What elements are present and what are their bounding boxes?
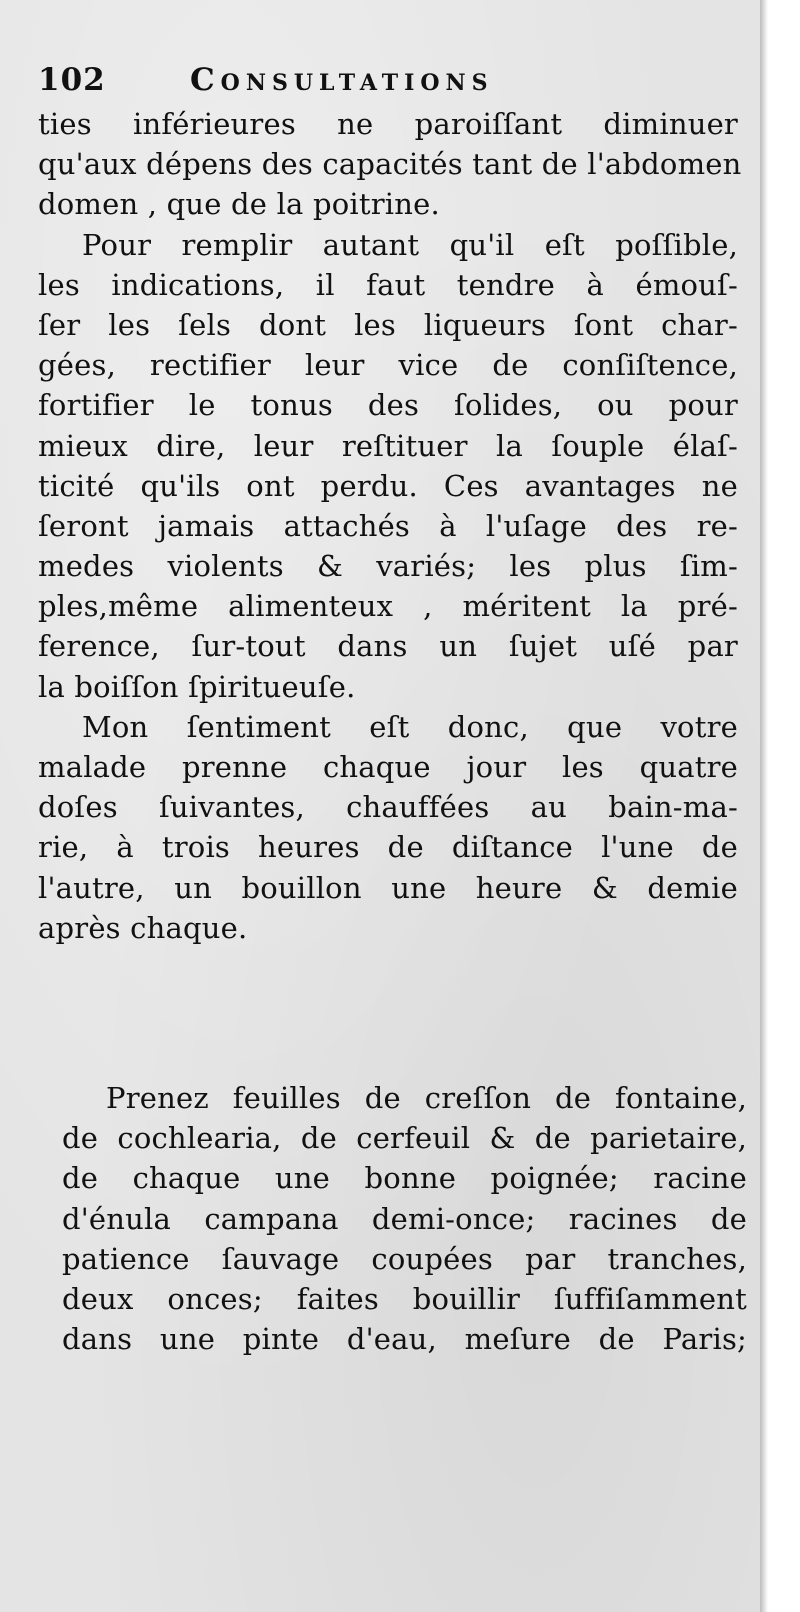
text-line: ples,même alimenteux , méritent la pré-	[38, 589, 738, 624]
text-line: ference, ſur-tout dans un ſujet uſé par	[38, 629, 738, 664]
text-line: les indications, il faut tendre à émouſ-	[38, 267, 738, 302]
text-line: domen , que de la poitrine.	[38, 187, 440, 222]
recipe-line: patience ſauvage coupées par tranches,	[62, 1241, 747, 1276]
text-line: après chaque.	[38, 910, 248, 945]
text-line: fortifier le tonus des ſolides, ou pour	[38, 388, 738, 423]
text-line: mieux dire, leur reſtituer la ſouple élaſ-	[38, 428, 738, 463]
recipe-start-line: Prenez feuilles de creſſon de fontaine,	[106, 1081, 747, 1115]
text-line: l'autre, un bouillon une heure & demie	[38, 870, 738, 905]
paragraph-start-line: Pour remplir autant qu'il eſt poſſible,	[82, 227, 738, 262]
recipe-line: deux onces; faites bouillir ſuffiſamment	[62, 1281, 747, 1316]
recipe-line: de chaque une bonne poignée; racine	[62, 1161, 747, 1196]
running-head: Consultations	[190, 62, 494, 98]
text-line: gées, rectifier leur vice de conſiſtence,	[38, 348, 738, 383]
page-number: 102	[38, 62, 106, 98]
text-line: malade prenne chaque jour les quatre	[38, 750, 738, 784]
text-line: ties inférieures ne paroiſſant diminuer	[38, 107, 738, 141]
recipe-line: de cochlearia, de cerfeuil & de parietaire,	[62, 1121, 747, 1156]
recipe-text	[62, 1078, 747, 1359]
text-line: qu'aux dépens des capacités tant de l'abdomen	[38, 147, 742, 182]
text-line: la boiſſon ſpiritueuſe.	[38, 669, 356, 704]
recipe-line: d'énula campana demi-once; racines de	[62, 1201, 747, 1236]
page-header	[38, 62, 738, 108]
text-line: rie, à trois heures de diſtance l'une de	[38, 830, 738, 865]
text-line: medes violents & variés; les plus ſim-	[38, 549, 738, 584]
body-text	[38, 104, 742, 948]
paragraph-start-line: Mon ſentiment eſt donc, que votre	[82, 709, 738, 744]
text-line: doſes ſuivantes, chauffées au bain-ma-	[38, 790, 738, 825]
text-line: ticité qu'ils ont perdu. Ces avantages ne	[38, 468, 738, 503]
text-line: ſer les ſels dont les liqueurs ſont char-	[38, 307, 738, 342]
text-line: ſeront jamais attachés à l'uſage des re-	[38, 508, 738, 543]
recipe-line: dans une pinte d'eau, meſure de Paris;	[62, 1322, 747, 1357]
page-edge-shadow	[760, 0, 768, 1612]
